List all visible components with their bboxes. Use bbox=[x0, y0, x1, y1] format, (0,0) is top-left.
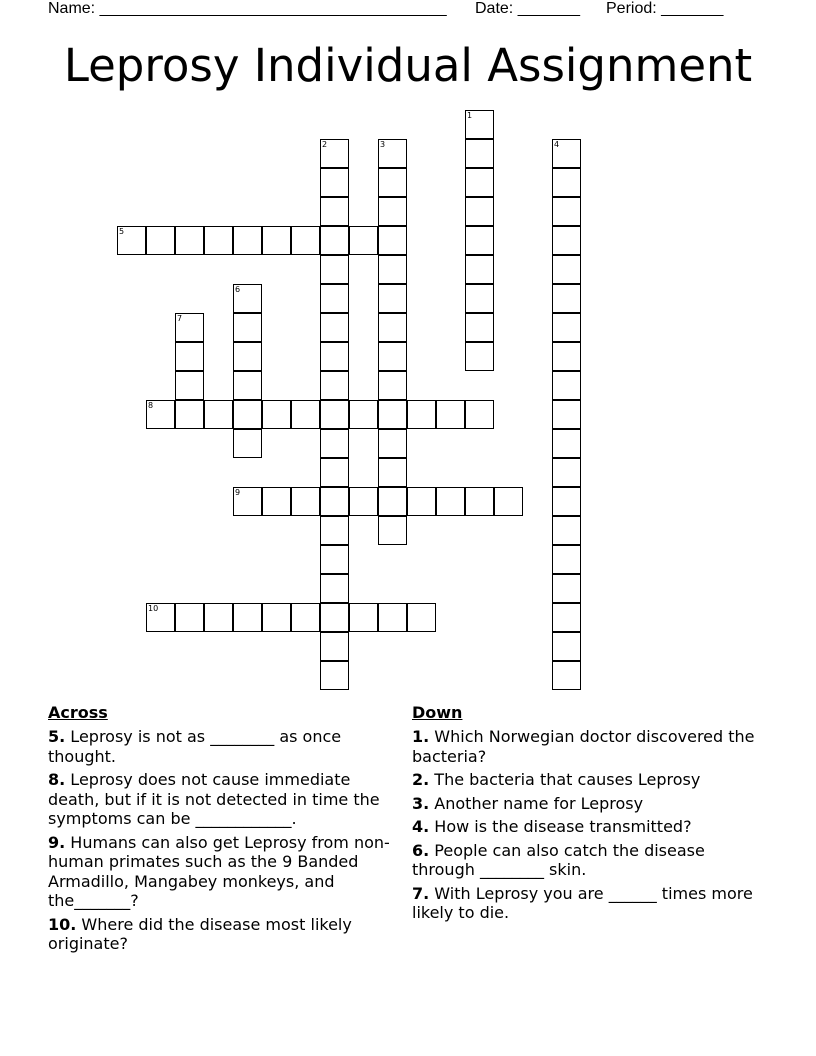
crossword-cell[interactable] bbox=[291, 226, 320, 255]
cell-number: 4 bbox=[554, 140, 560, 149]
crossword-cell[interactable] bbox=[378, 168, 407, 197]
cell-number: 9 bbox=[235, 488, 241, 497]
crossword-cell[interactable] bbox=[146, 400, 175, 429]
clue-number: 1. bbox=[412, 727, 430, 746]
name-field[interactable]: Name: _______________________________________ bbox=[48, 0, 447, 17]
cell-number: 3 bbox=[380, 140, 386, 149]
crossword-cell[interactable] bbox=[320, 429, 349, 458]
cell-number: 6 bbox=[235, 285, 241, 294]
crossword-cell[interactable] bbox=[349, 487, 378, 516]
cell-number: 10 bbox=[148, 604, 159, 613]
crossword-cell[interactable] bbox=[117, 226, 146, 255]
clue-across-5 bbox=[48, 727, 398, 766]
crossword-cell[interactable] bbox=[320, 516, 349, 545]
crossword-cell[interactable] bbox=[349, 400, 378, 429]
crossword-cell[interactable] bbox=[291, 487, 320, 516]
clue-down-4 bbox=[412, 817, 762, 837]
crossword-cell[interactable] bbox=[378, 516, 407, 545]
crossword-cell[interactable] bbox=[320, 255, 349, 284]
crossword-cell[interactable] bbox=[262, 603, 291, 632]
crossword-cell[interactable] bbox=[146, 226, 175, 255]
crossword-cell[interactable] bbox=[320, 197, 349, 226]
crossword-cell[interactable] bbox=[320, 313, 349, 342]
date-field[interactable]: Date: _______ bbox=[475, 0, 580, 17]
cell-number: 7 bbox=[177, 314, 183, 323]
student-info-line bbox=[48, 0, 768, 20]
cell-number: 5 bbox=[119, 227, 125, 236]
crossword-cell[interactable] bbox=[552, 400, 581, 429]
crossword-cell[interactable] bbox=[320, 545, 349, 574]
crossword-cell[interactable] bbox=[291, 603, 320, 632]
crossword-cell[interactable] bbox=[552, 661, 581, 690]
crossword-cell[interactable] bbox=[552, 197, 581, 226]
crossword-cell[interactable] bbox=[465, 139, 494, 168]
clue-number: 8. bbox=[48, 770, 66, 789]
crossword-cell[interactable] bbox=[378, 226, 407, 255]
crossword-cell[interactable] bbox=[552, 429, 581, 458]
crossword-cell[interactable] bbox=[552, 458, 581, 487]
crossword-cell[interactable] bbox=[175, 400, 204, 429]
crossword-cell[interactable] bbox=[378, 284, 407, 313]
crossword-cell[interactable] bbox=[465, 487, 494, 516]
clue-number: 5. bbox=[48, 727, 66, 746]
crossword-cell[interactable] bbox=[465, 284, 494, 313]
cell-number: 2 bbox=[322, 140, 328, 149]
clue-down-6 bbox=[412, 841, 762, 880]
clue-across-9 bbox=[48, 833, 398, 911]
clue-down-2 bbox=[412, 770, 762, 790]
crossword-cell[interactable] bbox=[552, 603, 581, 632]
crossword-cell[interactable] bbox=[233, 429, 262, 458]
cell-number: 1 bbox=[467, 111, 473, 120]
clue-text: Leprosy is not as ________ as once thought. bbox=[48, 727, 342, 766]
crossword-cell[interactable] bbox=[378, 603, 407, 632]
crossword-cell[interactable] bbox=[465, 255, 494, 284]
crossword-cell[interactable] bbox=[465, 400, 494, 429]
crossword-cell[interactable] bbox=[320, 603, 349, 632]
clue-across-8 bbox=[48, 770, 398, 829]
clue-number: 4. bbox=[412, 817, 430, 836]
clue-number: 2. bbox=[412, 770, 430, 789]
crossword-cell[interactable] bbox=[233, 226, 262, 255]
clue-text: Humans can also get Leprosy from non-human primates such as the 9 Banded Armadillo, Mangabey monkeys, and the_______? bbox=[48, 832, 390, 910]
crossword-cell[interactable] bbox=[233, 603, 262, 632]
clue-text: People can also catch the disease through ________ skin. bbox=[412, 840, 705, 879]
crossword-cell[interactable] bbox=[552, 545, 581, 574]
crossword-cell[interactable] bbox=[552, 226, 581, 255]
crossword-cell[interactable] bbox=[552, 574, 581, 603]
down-clues bbox=[412, 703, 762, 927]
crossword-cell[interactable] bbox=[552, 255, 581, 284]
crossword-cell[interactable] bbox=[320, 574, 349, 603]
crossword-cell[interactable] bbox=[378, 429, 407, 458]
crossword-cell[interactable] bbox=[552, 371, 581, 400]
clue-text: Another name for Leprosy bbox=[429, 793, 644, 813]
crossword-cell[interactable] bbox=[552, 284, 581, 313]
crossword-cell[interactable] bbox=[552, 632, 581, 661]
crossword-cell[interactable] bbox=[320, 661, 349, 690]
crossword-cell[interactable] bbox=[204, 226, 233, 255]
crossword-cell[interactable] bbox=[320, 632, 349, 661]
crossword-cell[interactable] bbox=[233, 313, 262, 342]
crossword-cell[interactable] bbox=[552, 516, 581, 545]
period-field[interactable]: Period: _______ bbox=[606, 0, 724, 17]
clue-number: 9. bbox=[48, 832, 66, 852]
crossword-cell[interactable] bbox=[494, 487, 523, 516]
crossword-cell[interactable] bbox=[204, 603, 233, 632]
crossword-cell[interactable] bbox=[146, 603, 175, 632]
crossword-cell[interactable] bbox=[320, 226, 349, 255]
crossword-cell[interactable] bbox=[407, 487, 436, 516]
clue-text: Leprosy does not cause immediate death, but if it is not detected in time the symptoms can be ____________. bbox=[48, 770, 380, 828]
crossword-cell[interactable] bbox=[233, 284, 262, 313]
crossword-cell[interactable] bbox=[175, 226, 204, 255]
crossword-cell[interactable] bbox=[204, 400, 233, 429]
crossword-cell[interactable] bbox=[349, 226, 378, 255]
crossword-cell[interactable] bbox=[378, 255, 407, 284]
crossword-cell[interactable] bbox=[552, 342, 581, 371]
clue-number: 3. bbox=[412, 793, 430, 813]
crossword-cell[interactable] bbox=[262, 226, 291, 255]
clue-number: 10. bbox=[48, 914, 77, 934]
crossword-cell[interactable] bbox=[378, 313, 407, 342]
crossword-cell[interactable] bbox=[378, 342, 407, 371]
crossword-cell[interactable] bbox=[320, 284, 349, 313]
crossword-cell[interactable] bbox=[465, 197, 494, 226]
page-title: Leprosy Individual Assignment bbox=[63, 39, 753, 92]
crossword-cell[interactable] bbox=[407, 603, 436, 632]
crossword-cell[interactable] bbox=[465, 313, 494, 342]
clue-text: With Leprosy you are ______ times more likely to die. bbox=[412, 883, 753, 922]
crossword-cell[interactable] bbox=[320, 342, 349, 371]
crossword-cell[interactable] bbox=[233, 487, 262, 516]
clue-number: 6. bbox=[412, 840, 430, 860]
crossword-cell[interactable] bbox=[233, 371, 262, 400]
crossword-cell[interactable] bbox=[320, 139, 349, 168]
crossword-cell[interactable] bbox=[465, 168, 494, 197]
across-clues bbox=[48, 703, 398, 958]
crossword-cell[interactable] bbox=[378, 487, 407, 516]
crossword-cell[interactable] bbox=[436, 400, 465, 429]
crossword-cell[interactable] bbox=[175, 342, 204, 371]
crossword-cell[interactable] bbox=[378, 197, 407, 226]
crossword-cell[interactable] bbox=[552, 487, 581, 516]
clue-text: How is the disease transmitted? bbox=[429, 817, 692, 836]
crossword-cell[interactable] bbox=[175, 371, 204, 400]
crossword-cell[interactable] bbox=[320, 371, 349, 400]
clue-down-3 bbox=[412, 794, 762, 814]
crossword-cell[interactable] bbox=[233, 342, 262, 371]
across-heading: Across bbox=[48, 703, 108, 722]
crossword-cell[interactable] bbox=[233, 400, 262, 429]
crossword-cell[interactable] bbox=[320, 458, 349, 487]
crossword-cell[interactable] bbox=[378, 139, 407, 168]
clue-number: 7. bbox=[412, 883, 430, 903]
crossword-cell[interactable] bbox=[465, 342, 494, 371]
clue-text: The bacteria that causes Leprosy bbox=[429, 770, 701, 789]
clue-down-7 bbox=[412, 884, 762, 923]
cell-number: 8 bbox=[148, 401, 154, 410]
crossword-cell[interactable] bbox=[175, 313, 204, 342]
clue-down-1 bbox=[412, 727, 762, 766]
crossword-cell[interactable] bbox=[378, 371, 407, 400]
clue-text: Where did the disease most likely originate? bbox=[48, 914, 352, 953]
crossword-cell[interactable] bbox=[552, 313, 581, 342]
crossword-cell[interactable] bbox=[378, 400, 407, 429]
clue-text: Which Norwegian doctor discovered the bacteria? bbox=[412, 727, 755, 766]
crossword-cell[interactable] bbox=[465, 226, 494, 255]
crossword-cell[interactable] bbox=[175, 603, 204, 632]
crossword-cell[interactable] bbox=[378, 458, 407, 487]
crossword-cell[interactable] bbox=[436, 487, 465, 516]
crossword-cell[interactable] bbox=[349, 603, 378, 632]
crossword-cell[interactable] bbox=[320, 487, 349, 516]
crossword-cell[interactable] bbox=[407, 400, 436, 429]
crossword-cell[interactable] bbox=[552, 168, 581, 197]
crossword-cell[interactable] bbox=[320, 168, 349, 197]
crossword-cell[interactable] bbox=[291, 400, 320, 429]
crossword-cell[interactable] bbox=[552, 139, 581, 168]
crossword-cell[interactable] bbox=[320, 400, 349, 429]
crossword-cell[interactable] bbox=[262, 487, 291, 516]
clue-across-10 bbox=[48, 915, 398, 954]
crossword-cell[interactable] bbox=[262, 400, 291, 429]
crossword-cell[interactable] bbox=[465, 110, 494, 139]
down-heading: Down bbox=[412, 703, 463, 722]
